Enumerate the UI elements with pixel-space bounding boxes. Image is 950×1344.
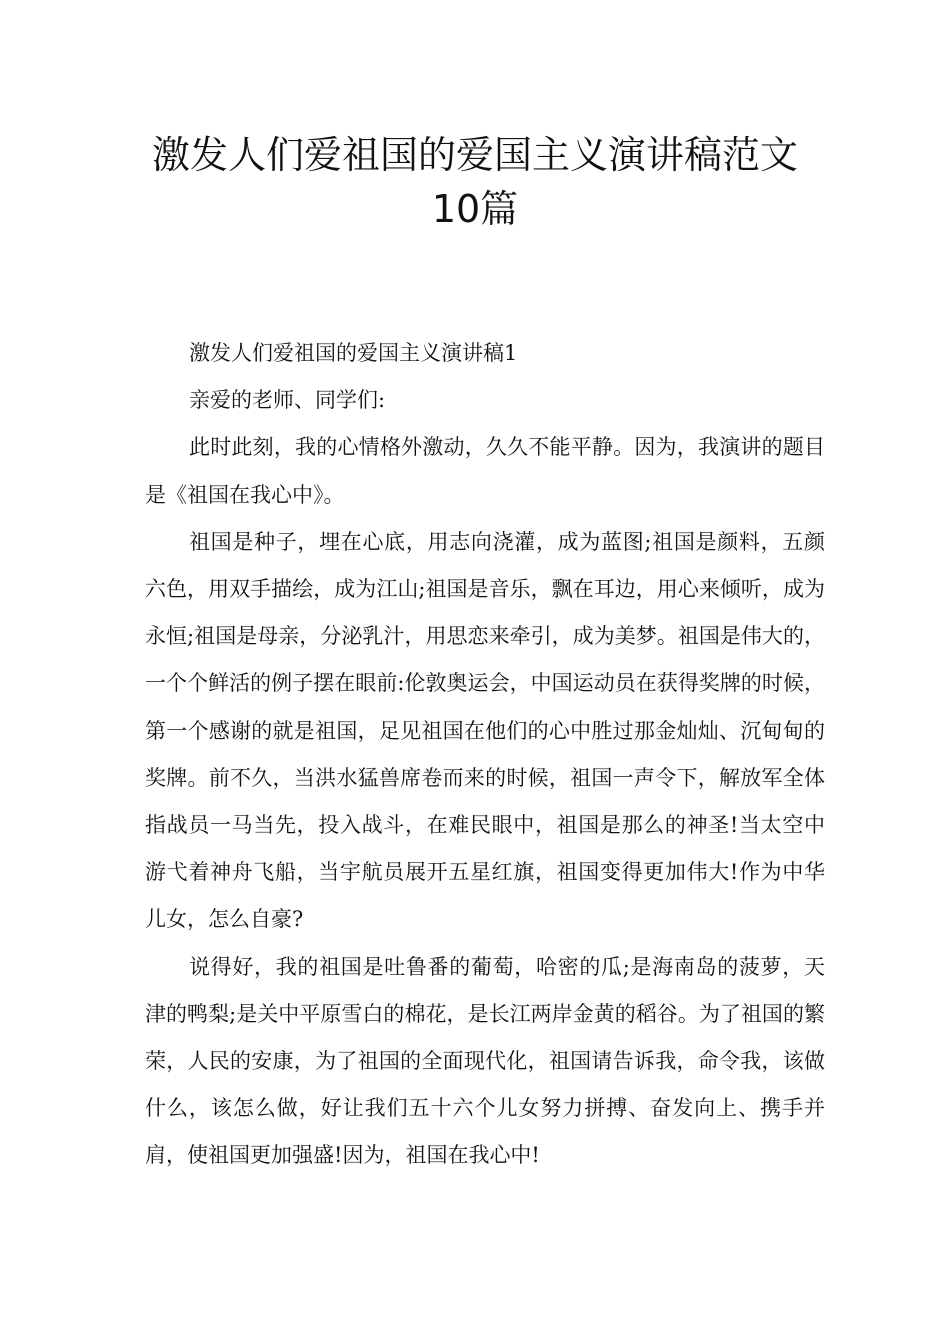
title-line-2: 10篇 [431, 187, 519, 231]
salutation: 亲爱的老师、同学们: [189, 388, 386, 413]
paragraph: 祖国是种子，埋在心底，用志向浇灌，成为蓝图;祖国是颜料，五颜六色，用双手描绘，成为江山;祖国是音乐，飘在耳边，用心来倾听，成为永恒;祖国是母亲，分泌乳汁，用思恋来牵引，成为美梦。祖国是伟大的，一个个鲜活的例子摆在眼前:伦敦奥运会，中国运动员在获得奖牌的时候，第一个感谢的就是祖国，足见祖国在他们的心中胜过那金灿灿、沉甸甸的奖牌。前不久，当洪水猛兽席卷而来的时候，祖国一声令下，解放军全体指战员一马当先，投入战斗，在难民眼中，祖国是那么的神圣!当太空中游弋着神舟飞船，当宇航员展开五星红旗，祖国变得更加伟大!作为中华儿女，怎么自豪? [145, 529, 825, 932]
paragraph: 说得好，我的祖国是吐鲁番的葡萄，哈密的瓜;是海南岛的菠萝，天津的鸭梨;是关中平原雪白的棉花，是长江两岸金黄的稻谷。为了祖国的繁荣，人民的安康，为了祖国的全面现代化，祖国请告诉我，命令我，该做什么，该怎么做，好让我们五十六个儿女努力拼搏、奋发向上、携手并肩，使祖国更加强盛!因为，祖国在我心中! [145, 954, 825, 1168]
document-body [145, 330, 825, 1180]
section-heading: 激发人们爱祖国的爱国主义演讲稿1 [189, 341, 518, 365]
paragraph: 此时此刻，我的心情格外激动，久久不能平静。因为，我演讲的题目是《祖国在我心中》。 [145, 435, 825, 507]
document-title [100, 128, 850, 236]
title-line-1: 激发人们爱祖国的爱国主义演讲稿范文 [151, 133, 798, 177]
